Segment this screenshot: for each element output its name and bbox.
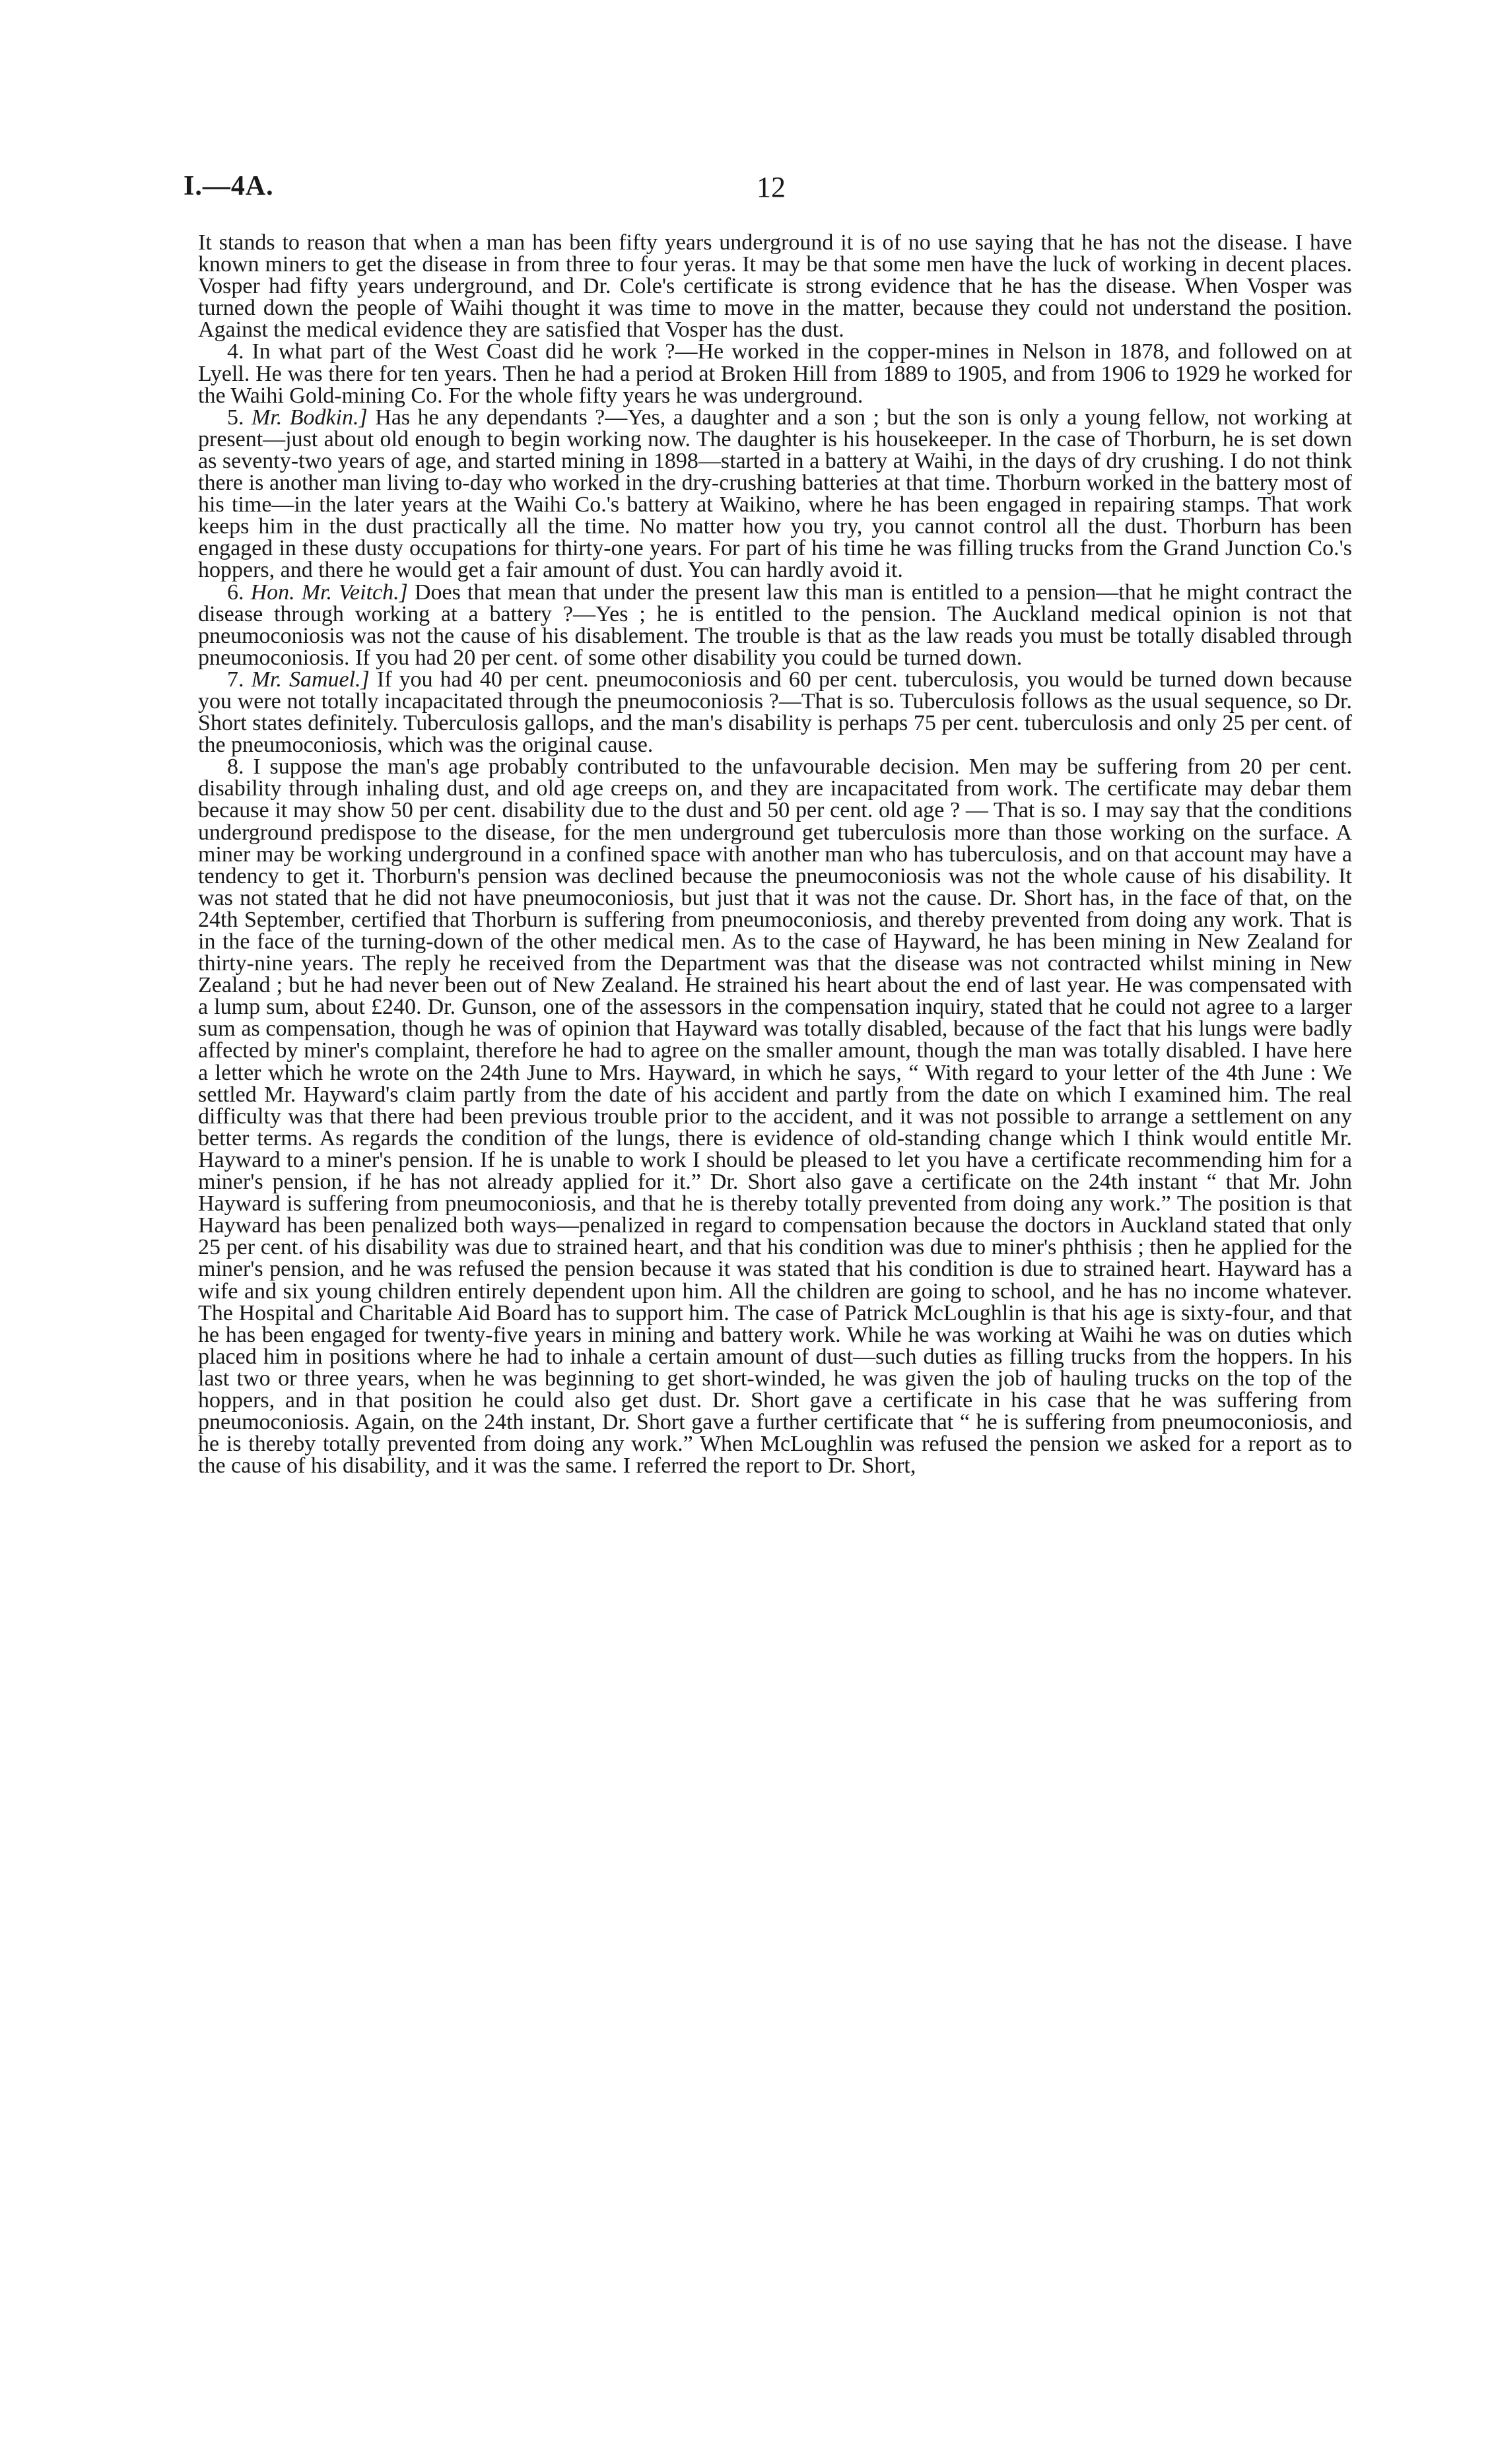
question-6	[198, 582, 1352, 669]
document-reference: I.—4A.	[184, 171, 274, 201]
question-number: 7.	[227, 667, 244, 692]
question-4	[198, 341, 1352, 406]
question-7	[198, 669, 1352, 756]
speaker-name: Mr. Samuel.]	[251, 667, 370, 692]
paragraph-text: Does that mean that under the present law this man is entitled to a pension—that he might contract the disease through working at a battery ?—Yes ; he is entitled to the pension. The Auckland medical opinion is not that pneumoconiosis was not the cause of his disablement. The trouble is that as the law reads you must be totally disabled through pneumoconiosis. If you had 20 per cent. of some other disability you could be turned down.	[198, 580, 1352, 670]
page-header	[184, 170, 1359, 210]
paragraph-text: Has he any dependants ?—Yes, a daughter and a son ; but the son is only a young fellow, not working at present—just about old enough to begin working now. The daughter is his housekeeper. In the case of Thorburn, he is set down as seventy-two years of age, and started mining in 1898—started in a battery at Waihi, in the days of dry crushing. I do not think there is another man living to-day who worked in the dry-crushing batteries at that time. Thorburn worked in the battery most of his time—in the later years at the Waihi Co.'s battery at Waikino, where he has been engaged in repairing stamps. That work keeps him in the dust practically all the time. No matter how you try, you cannot control all the dust. Thorburn has been engaged in these dusty occupations for thirty-one years. For part of his time he was filling trucks from the Grand Junction Co.'s hoppers, and there he would get a fair amount of dust. You can hardly avoid it.	[198, 405, 1353, 583]
question-8	[198, 756, 1352, 1477]
question-number: 6.	[227, 580, 244, 605]
body-text	[198, 232, 1352, 1477]
paragraph-text: It stands to reason that when a man has been fifty years underground it is of no use saying that he has not the disease. I have known miners to get the disease in from three to four yeras. It may be that some men have the luck of working in decent places. Vosper had fifty years underground, and Dr. Cole's certificate is strong evidence that he has the disease. When Vosper was turned down the people of Waihi thought it was time to move in the matter, because they could not understand the position. Against the medical evidence they are satisfied that Vosper has the dust.	[198, 230, 1352, 343]
speaker-name: Hon. Mr. Veitch.]	[250, 580, 408, 605]
paragraph-text: If you had 40 per cent. pneumoconiosis and 60 per cent. tuberculosis, you would be turned down because you were not totally incapacitated through the pneumoconiosis ?—That is so. Tuberculosis follows as the usual sequence, so Dr. Short states definitely. Tuberculosis gallops, and the man's disability is perhaps 75 per cent. tuberculosis and only 25 per cent. of the pneumoconiosis, which was the original cause.	[198, 667, 1353, 758]
question-5	[198, 407, 1352, 582]
question-number: 5.	[227, 405, 244, 430]
question-number: 8.	[227, 754, 244, 780]
paragraph-text: In what part of the West Coast did he work ?—He worked in the copper-mines in Nelson in 1878, and followed on at Lyell. He was there for ten years. Then he had a period at Broken Hill from 1889 to 1905, and from 1906 to 1929 he worked for the Waihi Gold-mining Co. For the whole fifty years he was underground.	[198, 339, 1353, 408]
page-number: 12	[757, 171, 786, 203]
speaker-name: Mr. Bodkin.]	[251, 405, 368, 430]
paragraph-1	[198, 232, 1352, 341]
paragraph-text: I suppose the man's age probably contributed to the unfavourable decision. Men may be suffering from 20 per cent. disability through inhaling dust, and old age creeps on, and they are incapacitated from work. The certificate may debar them because it may show 50 per cent. disability due to the dust and 50 per cent. old age ? — That is so. I may say that the conditions underground predispose to the disease, for the men underground get tuberculosis more than those working on the surface. A miner may be working underground in a confined space with another man who has tuberculosis, and on that account may have a tendency to get it. Thorburn's pension was declined because the pneumoconiosis was not the whole cause of his disability. It was not stated that he did not have pneumoconiosis, but just that it was not the cause. Dr. Short has, in the face of that, on the 24th September, certified that Thorburn is suffering from pneumoconiosis, and thereby prevented from doing any work. That is in the face of the turning-down of the other medical men. As to the case of Hayward, he has been mining in New Zealand for thirty-nine years. The reply he received from the Department was that the disease was not contracted whilst mining in New Zealand ; but he had never been out of New Zealand. He strained his heart about the end of last year. He was compensated with a lump sum, about £240. Dr. Gunson, one of the assessors in the compensation inquiry, stated that he could not agree to a larger sum as compensation, though he was of opinion that Hayward was totally disabled, because of the fact that his lungs were badly affected by miner's complaint, therefore he had to agree on the smaller amount, though the man was totally disabled. I have here a letter which he wrote on the 24th June to Mrs. Hayward, in which he says, “ With regard to your letter of the 4th June : We settled Mr. Hayward's claim partly from the date of his accident and partly from the date on which I examined him. The real difficulty was that there had been previous trouble prior to the accident, and it was not possible to arrange a settlement on any better terms. As regards the condition of the lungs, there is evidence of old-standing change which I think would entitle Mr. Hayward to a miner's pension. If he is unable to work I should be pleased to let you have a certificate recommending him for a miner's pension, if he has not already applied for it.” Dr. Short also gave a certificate on the 24th instant “ that Mr. John Hayward is suffering from pneumoconiosis, and that he is thereby totally prevented from doing any work.” The position is that Hayward has been penalized both ways—penalized in regard to compensation because the doctors in Auckland stated that only 25 per cent. of his disability was due to strained heart, and that his condition was due to miner's phthisis ; then he applied for the miner's pension, and he was refused the pension because it was stated that his condition is due to strained heart. Hayward has a wife and six young children entirely dependent upon him. All the children are going to school, and he has no income whatever. The Hospital and Charitable Aid Board has to support him. The case of Patrick McLoughlin is that his age is sixty-four, and that he has been engaged for twenty-five years in mining and battery work. While he was working at Waihi he was on duties which placed him in positions where he had to inhale a certain amount of dust—such duties as filling trucks from the hoppers. In his last two or three years, when he was beginning to get short-winded, he was given the job of hauling trucks on the top of the hoppers, and in that position he could also get dust. Dr. Short gave a certificate in his case that he was suffering from pneumoconiosis. Again, on the 24th instant, Dr. Short gave a further certificate that “ he is suffering from pneumoconiosis, and he is thereby totally prevented from doing any work.” When McLoughlin was refused the pension we asked for a report as to the cause of his disability, and it was the same. I referred the report to Dr. Short,	[198, 754, 1353, 1479]
question-number: 4.	[227, 339, 244, 364]
